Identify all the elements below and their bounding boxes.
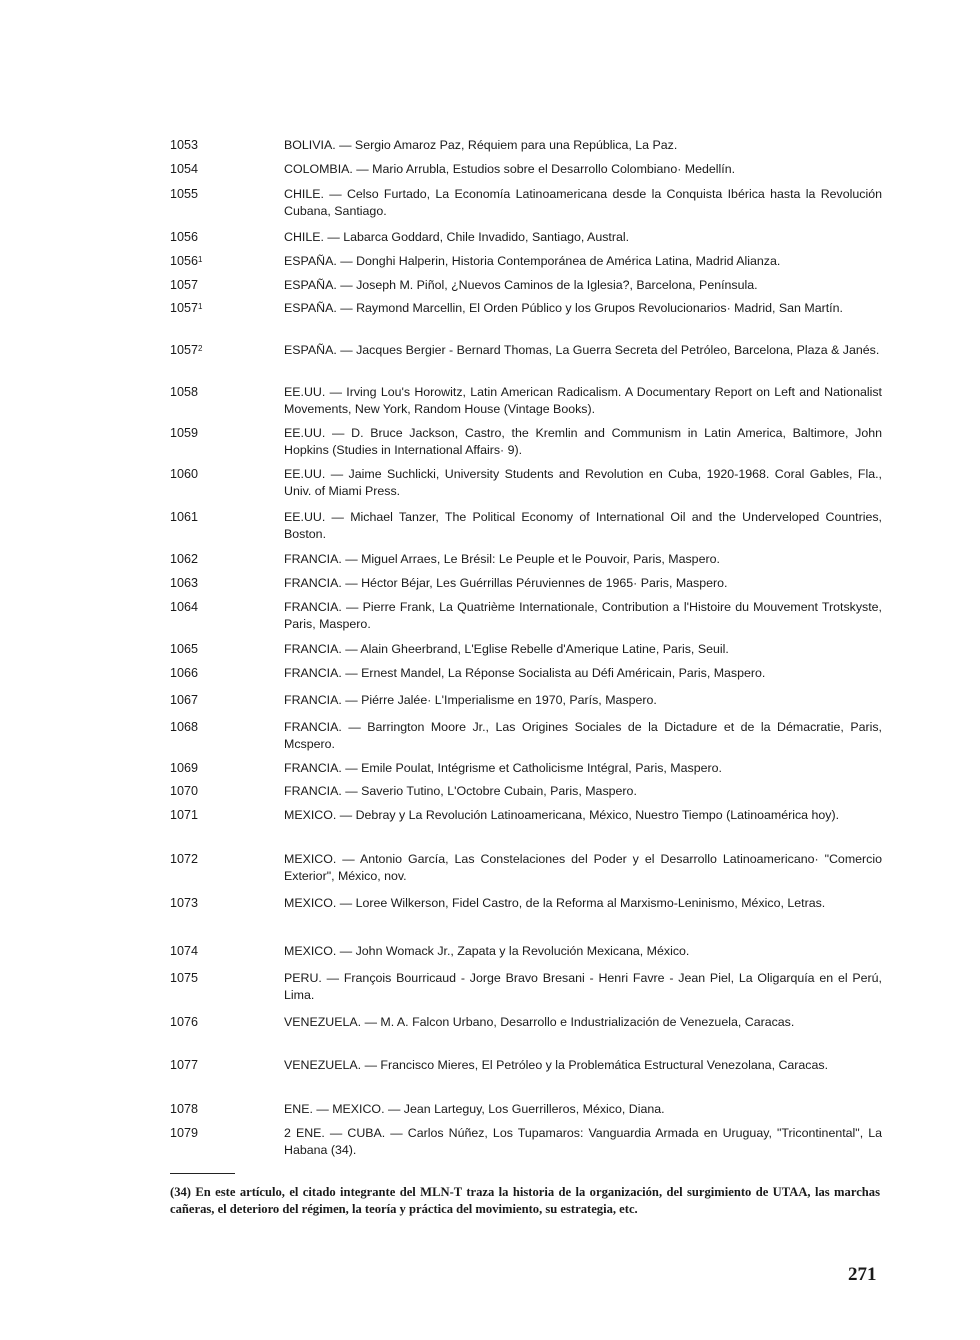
bib-entry (170, 895, 882, 912)
entry-text: MEXICO. — Antonio García, Las Constelaciones del Poder y el Desarrollo Latinoamericano· "Comercio Exterior", México, nov. (284, 852, 882, 883)
entry-text: ESPAÑA. — Joseph M. Piñol, ¿Nuevos Caminos de la Iglesia?, Barcelona, Península. (284, 278, 758, 292)
entry-number: 1079 (170, 1126, 199, 1140)
bib-entry (170, 277, 882, 294)
entry-number: 1061 (170, 510, 199, 524)
entry-number: 1069 (170, 761, 199, 775)
entry-text: PERU. — François Bourricaud - Jorge Bravo Bresani - Henri Favre - Jean Piel, La Oligarquía en el Perú, Lima. (284, 971, 882, 1002)
entry-text: FRANCIA. — Barrington Moore Jr., Las Origines Sociales de la Dictadure et de la Démacratie, Paris, Mcspero. (284, 720, 882, 751)
entry-text: ENE. — MEXICO. — Jean Larteguy, Los Guerrilleros, México, Diana. (284, 1102, 665, 1116)
bib-entry (170, 1057, 882, 1074)
entry-number: 1057 (170, 278, 199, 292)
bib-entry (170, 1014, 882, 1031)
bib-entry (170, 229, 882, 246)
bib-entry (170, 1101, 882, 1118)
entry-text: VENEZUELA. — M. A. Falcon Urbano, Desarrollo e Industrialización de Venezuela, Caracas. (284, 1015, 795, 1029)
entry-number-superscript: 1 (198, 255, 203, 264)
entry-text: CHILE. — Celso Furtado, La Economía Latinoamericana desde la Conquista Ibérica hasta la Revolución Cubana, Santiago. (284, 187, 882, 218)
bib-entry (170, 943, 882, 960)
bib-entry (170, 509, 882, 543)
entry-number: 1076 (170, 1015, 199, 1029)
entry-number: 1072 (170, 852, 199, 866)
entry-number-superscript: 1 (198, 302, 203, 311)
entry-text: FRANCIA. — Saverio Tutino, L'Octobre Cubain, Paris, Maspero. (284, 784, 637, 798)
bib-entry (170, 783, 882, 800)
bib-entry (170, 161, 882, 178)
bib-entry (170, 851, 882, 885)
bib-entry (170, 300, 882, 317)
entry-text: EE.UU. — Michael Tanzer, The Political Economy of International Oil and the Underveloped Countries, Boston. (284, 510, 882, 541)
entry-number: 1058 (170, 385, 199, 399)
entry-number: 1056$^1$ (170, 254, 203, 268)
entry-text: FRANCIA. — Emile Poulat, Intégrisme et Catholicisme Intégral, Paris, Maspero. (284, 761, 722, 775)
entry-number: 1065 (170, 642, 199, 656)
footnote-rule (170, 1173, 235, 1174)
entry-text: EE.UU. — Jaime Suchlicki, University Students and Revolution en Cuba, 1920-1968. Coral Gables, Fla., Univ. of Miami Press. (284, 467, 882, 498)
entry-number: 1060 (170, 467, 199, 481)
entry-number: 1070 (170, 784, 199, 798)
entry-number: 1053 (170, 138, 199, 152)
entry-number: 1056 (170, 230, 199, 244)
bib-entry (170, 384, 882, 418)
entry-text: ESPAÑA. — Raymond Marcellin, El Orden Público y los Grupos Revolucionarios· Madrid, San Martín. (284, 301, 843, 315)
entry-number: 1077 (170, 1058, 199, 1072)
entry-number: 1067 (170, 693, 199, 707)
bib-entry (170, 575, 882, 592)
entry-number: 1055 (170, 187, 199, 201)
bib-entry (170, 425, 882, 459)
bib-entry (170, 599, 882, 633)
entry-text: VENEZUELA. — Francisco Mieres, El Petróleo y la Problemática Estructural Venezolana, Caracas. (284, 1058, 829, 1072)
bib-entry (170, 970, 882, 1004)
entry-text: FRANCIA. — Miguel Arraes, Le Brésil: Le Peuple et le Pouvoir, Paris, Maspero. (284, 552, 720, 566)
entry-number: 1075 (170, 971, 199, 985)
entry-number-superscript: 2 (198, 344, 203, 353)
entry-text: FRANCIA. — Pierre Frank, La Quatrième Internationale, Contribution a l'Histoire du Mouvement Trotskyste, Paris, Maspero. (284, 600, 882, 631)
entry-number: 1071 (170, 808, 199, 822)
entry-text: ESPAÑA. — Donghi Halperin, Historia Contemporánea de América Latina, Madrid Alianza. (284, 254, 781, 268)
entry-text: MEXICO. — John Womack Jr., Zapata y la Revolución Mexicana, México. (284, 944, 690, 958)
entry-number: 1057$^2$ (170, 343, 203, 357)
entry-number: 1059 (170, 426, 199, 440)
entry-number: 1073 (170, 896, 199, 910)
entry-number: 1057$^1$ (170, 301, 203, 315)
entry-number: 1062 (170, 552, 199, 566)
entry-text: BOLIVIA. — Sergio Amaroz Paz, Réquiem para una República, La Paz. (284, 138, 678, 152)
bib-entry (170, 551, 882, 568)
entry-text: MEXICO. — Loree Wilkerson, Fidel Castro, de la Reforma al Marxismo-Leninismo, México, Letras. (284, 896, 826, 910)
entry-text: CHILE. — Labarca Goddard, Chile Invadido, Santiago, Austral. (284, 230, 630, 244)
bib-entry (170, 665, 882, 682)
bib-entry (170, 760, 882, 777)
bib-entry (170, 807, 882, 824)
entry-number: 1068 (170, 720, 199, 734)
entry-text: FRANCIA. — Ernest Mandel, La Réponse Socialista au Défi Américain, Paris, Maspero. (284, 666, 766, 680)
bib-entry (170, 719, 882, 753)
bib-entry (170, 186, 882, 220)
bib-entry (170, 641, 882, 658)
entry-text: FRANCIA. — Alain Gheerbrand, L'Eglise Rebelle d'Amerique Latine, Paris, Seuil. (284, 642, 729, 656)
entry-number: 1063 (170, 576, 199, 590)
entry-text: MEXICO. — Debray y La Revolución Latinoamericana, México, Nuestro Tiempo (Latinoamérica hoy). (284, 808, 840, 822)
page-number: 271 (848, 1264, 877, 1285)
entry-text: COLOMBIA. — Mario Arrubla, Estudios sobre el Desarrollo Colombiano· Medellín. (284, 162, 736, 176)
bib-entry (170, 137, 882, 154)
entry-number: 1074 (170, 944, 199, 958)
entry-text: FRANCIA. — Piérre Jalée· L'Imperialisme en 1970, París, Maspero. (284, 693, 657, 707)
entry-number: 1066 (170, 666, 199, 680)
entry-number: 1078 (170, 1102, 199, 1116)
footnote: (34) En este artículo, el citado integrante del MLN-T traza la historia de la organización, del surgimiento de UTAA, las marchas cañeras, el deterioro del régimen, la teoría y práctica del movimiento, su estrategia, etc. (170, 1185, 880, 1216)
entry-text: EE.UU. — Irving Lou's Horowitz, Latin American Radicalism. A Documentary Report on Left and Nationalist Movements, New York, Random House (Vintage Books). (284, 385, 882, 416)
entry-number: 1064 (170, 600, 199, 614)
bib-entry (170, 1125, 882, 1159)
entry-text: EE.UU. — D. Bruce Jackson, Castro, the Kremlin and Communism in Latin America, Baltimore, John Hopkins (Studies in International Affairs· 9). (284, 426, 882, 457)
bib-entry (170, 342, 882, 359)
bib-entry (170, 692, 882, 709)
entry-text: ESPAÑA. — Jacques Bergier - Bernard Thomas, La Guerra Secreta del Petróleo, Barcelona, Plaza & Janés. (284, 343, 880, 357)
bib-entry (170, 253, 882, 270)
entry-number: 1054 (170, 162, 199, 176)
entry-text: 2 ENE. — CUBA. — Carlos Núñez, Los Tupamaros: Vanguardia Armada en Uruguay, "Tricontinental", La Habana (34). (284, 1126, 882, 1157)
bib-entry (170, 466, 882, 500)
entry-text: FRANCIA. — Héctor Béjar, Les Guérrillas Péruviennes de 1965· Paris, Maspero. (284, 576, 728, 590)
